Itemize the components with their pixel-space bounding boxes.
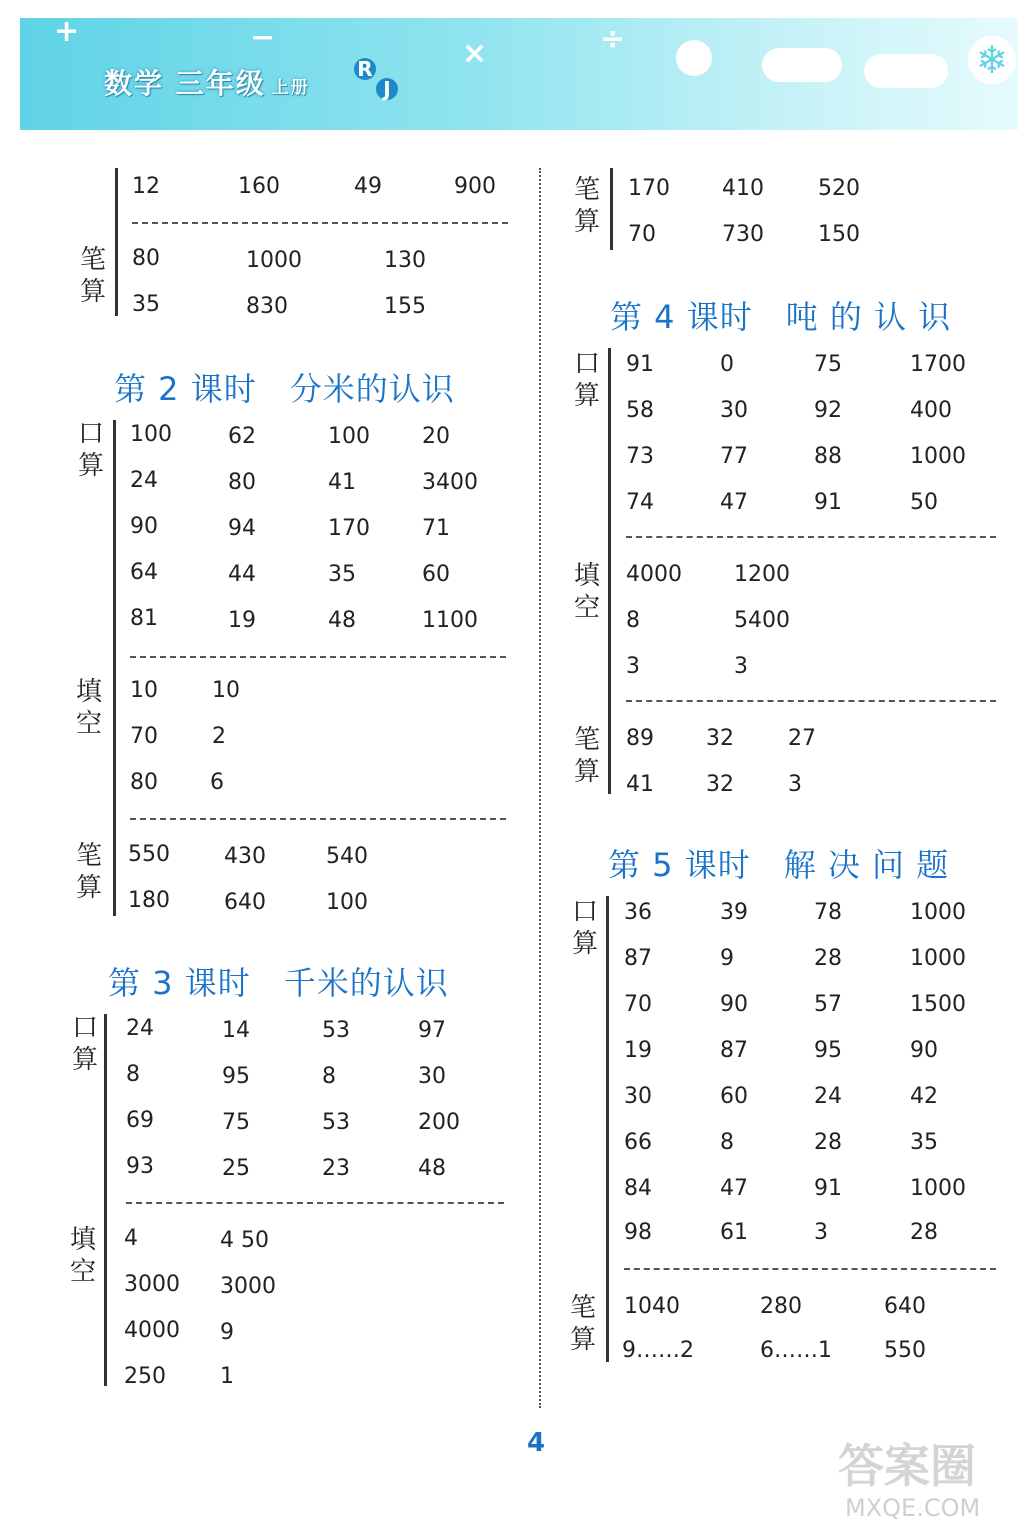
dashed-separator xyxy=(132,222,508,224)
mental-label: 口算 xyxy=(71,1013,98,1075)
edition-letter-r: R xyxy=(354,58,376,80)
answer-value: 170 xyxy=(628,176,670,201)
answer-value: 47 xyxy=(720,490,748,515)
answer-value: 30 xyxy=(624,1084,652,1109)
answer-value: 1000 xyxy=(910,444,966,469)
watermark-logo: 答案圈 xyxy=(838,1439,976,1493)
answer-value: 39 xyxy=(720,900,748,925)
answer-value: 170 xyxy=(328,516,370,541)
answer-value: 6 xyxy=(210,770,224,795)
section-title: 第 2 课时 分米的认识 xyxy=(114,370,455,408)
answer-value: 80 xyxy=(130,770,158,795)
answer-value: 550 xyxy=(128,842,170,867)
cloud-icon xyxy=(762,48,842,82)
answer-value: 62 xyxy=(228,424,256,449)
written-label: 笔算 xyxy=(75,841,102,903)
answer-value: 1000 xyxy=(910,946,966,971)
answer-value: 520 xyxy=(818,176,860,201)
answer-value: 130 xyxy=(384,248,426,273)
answer-value: 3 xyxy=(626,654,640,679)
answer-value: 66 xyxy=(624,1130,652,1155)
answer-value: 3400 xyxy=(422,470,478,495)
answer-value: 8 xyxy=(126,1062,140,1087)
section-bar xyxy=(104,1014,107,1386)
answer-value: 1700 xyxy=(910,352,966,377)
answer-value: 91 xyxy=(626,352,654,377)
answer-value: 5400 xyxy=(734,608,790,633)
column-divider xyxy=(539,168,541,1408)
answer-value: 100 xyxy=(328,424,370,449)
divide-symbol: ÷ xyxy=(600,22,626,57)
answer-value: 1000 xyxy=(246,248,302,273)
answer-value: 280 xyxy=(760,1294,802,1319)
answer-value: 80 xyxy=(228,470,256,495)
answer-value: 48 xyxy=(418,1156,446,1181)
answer-value: 160 xyxy=(238,174,280,199)
answer-value: 12 xyxy=(132,174,160,199)
answer-value: 100 xyxy=(326,890,368,915)
answer-value: 1200 xyxy=(734,562,790,587)
answer-value: 0 xyxy=(720,352,734,377)
answer-value: 19 xyxy=(228,608,256,633)
answer-value: 91 xyxy=(814,490,842,515)
fill-label: 填空 xyxy=(573,561,600,623)
section-bar xyxy=(606,896,609,1362)
answer-value: 95 xyxy=(222,1064,250,1089)
answer-value: 1040 xyxy=(624,1294,680,1319)
answer-value: 180 xyxy=(128,888,170,913)
answer-value: 89 xyxy=(626,726,654,751)
header-banner xyxy=(20,14,1018,130)
answer-value: 8 xyxy=(720,1130,734,1155)
answer-value: 1000 xyxy=(910,900,966,925)
answer-value: 60 xyxy=(720,1084,748,1109)
answer-value: 73 xyxy=(626,444,654,469)
answer-value: 78 xyxy=(814,900,842,925)
answer-value: 35 xyxy=(910,1130,938,1155)
answer-value: 540 xyxy=(326,844,368,869)
answer-value: 49 xyxy=(354,174,382,199)
answer-value: 91 xyxy=(814,1176,842,1201)
answer-value: 27 xyxy=(788,726,816,751)
answer-value: 3 xyxy=(814,1220,828,1245)
written-label: 笔算 xyxy=(79,245,106,307)
dashed-separator xyxy=(624,1268,996,1270)
book-title: 数学 三年级 上册 xyxy=(104,67,310,100)
answer-value: 1 xyxy=(220,1364,234,1389)
dashed-separator xyxy=(130,656,506,658)
answer-value: 19 xyxy=(624,1038,652,1063)
rain-cloud-icon xyxy=(864,54,948,88)
answer-value: 4000 xyxy=(626,562,682,587)
mental-label: 口算 xyxy=(571,897,598,959)
answer-value: 74 xyxy=(626,490,654,515)
answer-value: 70 xyxy=(628,222,656,247)
answer-value: 90 xyxy=(130,514,158,539)
volume-label: 上册 xyxy=(271,78,310,98)
answer-value: 30 xyxy=(418,1064,446,1089)
answer-value: 150 xyxy=(818,222,860,247)
snowflake-icon: ❄ xyxy=(968,36,1016,84)
answer-value: 3 xyxy=(734,654,748,679)
answer-value: 1500 xyxy=(910,992,966,1017)
answer-value: 200 xyxy=(418,1110,460,1135)
answer-value: 71 xyxy=(422,516,450,541)
answer-value: 81 xyxy=(130,606,158,631)
answer-value: 80 xyxy=(132,246,160,271)
answer-value: 95 xyxy=(814,1038,842,1063)
answer-value: 92 xyxy=(814,398,842,423)
answer-value: 36 xyxy=(624,900,652,925)
answer-value: 42 xyxy=(910,1084,938,1109)
dashed-separator xyxy=(626,700,996,702)
answer-value: 8 xyxy=(626,608,640,633)
minus-symbol: − xyxy=(250,20,276,55)
answer-value: 94 xyxy=(228,516,256,541)
answer-value: 60 xyxy=(422,562,450,587)
answer-value: 84 xyxy=(624,1176,652,1201)
dashed-separator xyxy=(126,1202,504,1204)
mental-label: 口算 xyxy=(77,419,104,481)
answer-value: 44 xyxy=(228,562,256,587)
answer-value: 550 xyxy=(884,1338,926,1363)
page-number: 4 xyxy=(527,1428,546,1458)
answer-value: 4 50 xyxy=(220,1228,269,1253)
plus-symbol: + xyxy=(54,14,80,49)
answer-value: 97 xyxy=(418,1018,446,1043)
left-top-bar xyxy=(115,168,118,316)
answer-value: 24 xyxy=(126,1016,154,1041)
answer-value: 87 xyxy=(720,1038,748,1063)
answer-value: 9……2 xyxy=(622,1338,694,1363)
answer-value: 25 xyxy=(222,1156,250,1181)
answer-value: 28 xyxy=(814,946,842,971)
answer-value: 32 xyxy=(706,726,734,751)
right-top-bar xyxy=(610,168,613,250)
section-title: 第 4 课时 吨 的 认 识 xyxy=(610,298,952,336)
answer-value: 28 xyxy=(814,1130,842,1155)
answer-value: 48 xyxy=(328,608,356,633)
answer-value: 53 xyxy=(322,1110,350,1135)
answer-value: 250 xyxy=(124,1364,166,1389)
answer-value: 430 xyxy=(224,844,266,869)
answer-value: 70 xyxy=(624,992,652,1017)
answer-value: 3000 xyxy=(220,1274,276,1299)
answer-value: 50 xyxy=(910,490,938,515)
answer-value: 9 xyxy=(220,1320,234,1345)
answer-value: 35 xyxy=(132,292,160,317)
answer-value: 410 xyxy=(722,176,764,201)
answer-value: 77 xyxy=(720,444,748,469)
answer-value: 47 xyxy=(720,1176,748,1201)
fill-label: 填空 xyxy=(75,677,102,739)
answer-value: 4 xyxy=(124,1226,138,1251)
answer-value: 41 xyxy=(328,470,356,495)
answer-value: 87 xyxy=(624,946,652,971)
answer-value: 900 xyxy=(454,174,496,199)
edition-logo xyxy=(352,56,406,102)
answer-value: 4000 xyxy=(124,1318,180,1343)
section-bar xyxy=(113,420,116,916)
answer-value: 30 xyxy=(720,398,748,423)
answer-value: 69 xyxy=(126,1108,154,1133)
sun-icon xyxy=(676,40,712,76)
answer-value: 14 xyxy=(222,1018,250,1043)
answer-value: 41 xyxy=(626,772,654,797)
answer-value: 58 xyxy=(626,398,654,423)
section-bar xyxy=(608,348,611,794)
answer-value: 830 xyxy=(246,294,288,319)
answer-value: 6……1 xyxy=(760,1338,832,1363)
section-title: 第 3 课时 千米的认识 xyxy=(108,964,449,1002)
answer-value: 3 xyxy=(788,772,802,797)
answer-value: 1000 xyxy=(910,1176,966,1201)
answer-value: 35 xyxy=(328,562,356,587)
edition-letter-j: J xyxy=(376,78,398,100)
answer-value: 3000 xyxy=(124,1272,180,1297)
watermark-url: MXQE.COM xyxy=(845,1494,981,1522)
times-symbol: × xyxy=(462,36,488,71)
answer-value: 23 xyxy=(322,1156,350,1181)
answer-value: 640 xyxy=(884,1294,926,1319)
answer-value: 640 xyxy=(224,890,266,915)
answer-value: 64 xyxy=(130,560,158,585)
fill-label: 填空 xyxy=(69,1225,96,1287)
answer-value: 100 xyxy=(130,422,172,447)
answer-value: 24 xyxy=(130,468,158,493)
answer-value: 730 xyxy=(722,222,764,247)
mental-label: 口算 xyxy=(573,349,600,411)
answer-value: 70 xyxy=(130,724,158,749)
answer-value: 10 xyxy=(130,678,158,703)
answer-value: 90 xyxy=(720,992,748,1017)
answer-value: 10 xyxy=(212,678,240,703)
answer-value: 24 xyxy=(814,1084,842,1109)
answer-value: 88 xyxy=(814,444,842,469)
answer-value: 28 xyxy=(910,1220,938,1245)
answer-value: 1100 xyxy=(422,608,478,633)
answer-value: 53 xyxy=(322,1018,350,1043)
answer-value: 57 xyxy=(814,992,842,1017)
answer-value: 2 xyxy=(212,724,226,749)
answer-value: 155 xyxy=(384,294,426,319)
answer-value: 32 xyxy=(706,772,734,797)
answer-value: 98 xyxy=(624,1220,652,1245)
section-title: 第 5 课时 解 决 问 题 xyxy=(608,846,950,884)
answer-value: 90 xyxy=(910,1038,938,1063)
dashed-separator xyxy=(130,818,506,820)
written-label: 笔算 xyxy=(573,175,600,237)
written-label: 笔算 xyxy=(569,1293,596,1355)
answer-value: 75 xyxy=(222,1110,250,1135)
answer-value: 61 xyxy=(720,1220,748,1245)
answer-value: 93 xyxy=(126,1154,154,1179)
answer-value: 9 xyxy=(720,946,734,971)
dashed-separator xyxy=(626,536,996,538)
answer-value: 75 xyxy=(814,352,842,377)
answer-value: 20 xyxy=(422,424,450,449)
written-label: 笔算 xyxy=(573,725,600,787)
answer-value: 400 xyxy=(910,398,952,423)
answer-value: 8 xyxy=(322,1064,336,1089)
